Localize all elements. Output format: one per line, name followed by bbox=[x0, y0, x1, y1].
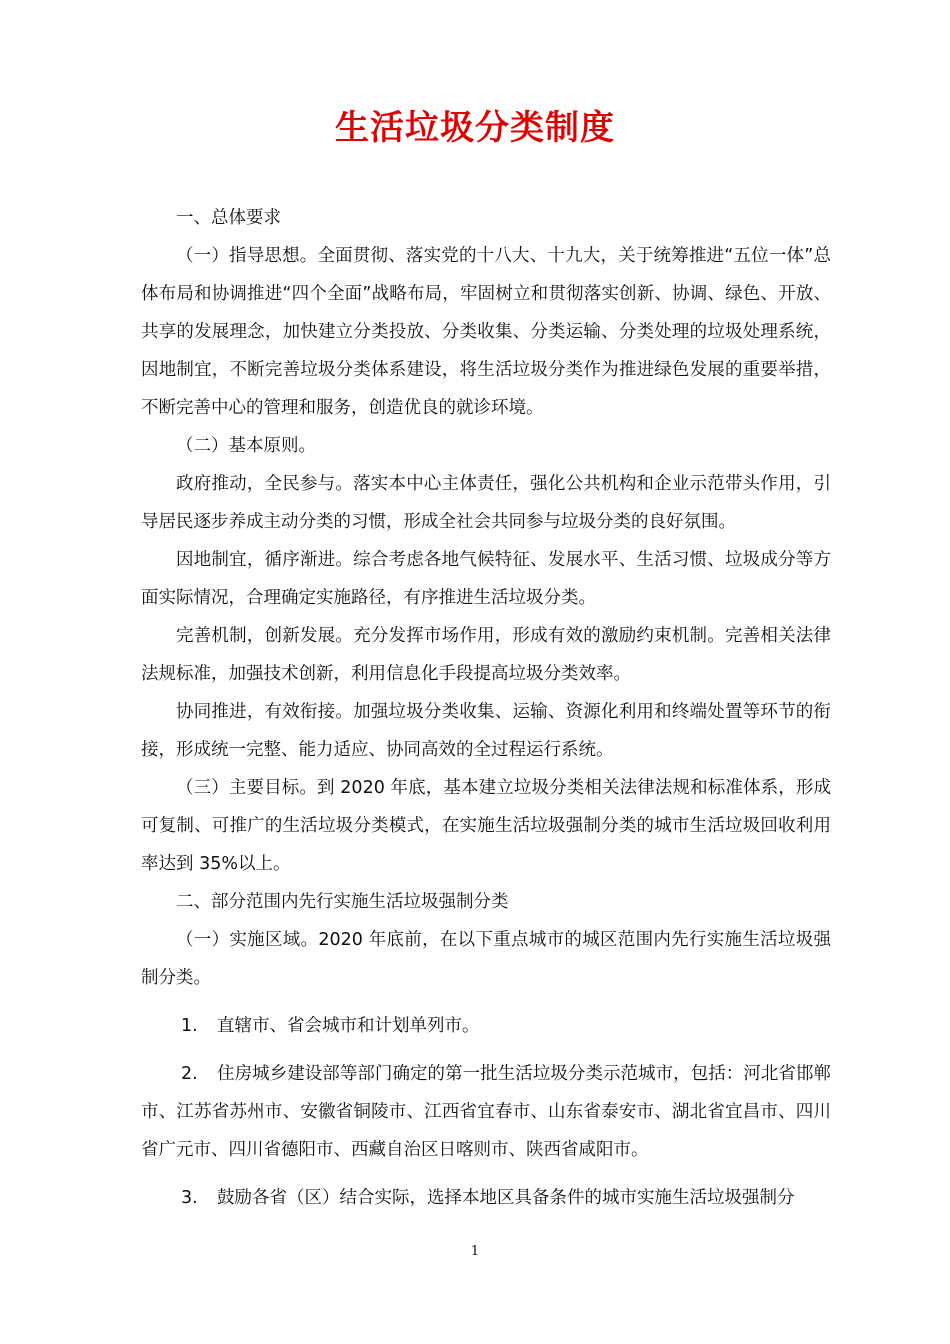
page-number: 1 bbox=[470, 1244, 480, 1259]
paragraph-principle-local: 因地制宜，循序渐进。综合考虑各地气候特征、发展水平、生活习惯、垃圾成分等方面实际情况，合理确定实施路径，有序推进生活垃圾分类。 bbox=[141, 550, 831, 608]
list-item-number: 2. bbox=[181, 1064, 198, 1084]
list-item bbox=[141, 1055, 831, 1169]
list-item-text: 直辖市、省会城市和计划单列市。 bbox=[217, 1016, 480, 1036]
list-item-number: 1. bbox=[181, 1016, 198, 1036]
paragraph-principle-government: 政府推动，全民参与。落实本中心主体责任，强化公共机构和企业示范带头作用，引导居民逐步养成主动分类的习惯，形成全社会共同参与垃圾分类的良好氛围。 bbox=[141, 474, 831, 532]
section-heading-2: 二、部分范围内先行实施生活垃圾强制分类 bbox=[176, 892, 509, 912]
list-item-text: 住房城乡建设部等部门确定的第一批生活垃圾分类示范城市，包括：河北省邯郸市、江苏省苏州市、安徽省铜陵市、江西省宜春市、山东省泰安市、湖北省宜昌市、四川省广元市、四川省德阳市、西藏自治区日喀则市、陕西省咸阳市。 bbox=[141, 1064, 831, 1160]
list-item-text: 鼓励各省（区）结合实际，选择本地区具备条件的城市实施生活垃圾强制分 bbox=[217, 1188, 795, 1208]
paragraph-implementation-area: （一）实施区域。2020 年底前，在以下重点城市的城区范围内先行实施生活垃圾强制分类。 bbox=[141, 930, 831, 988]
paragraph-main-goals: （三）主要目标。到 2020 年底，基本建立垃圾分类相关法律法规和标准体系，形成可复制、可推广的生活垃圾分类模式，在实施生活垃圾强制分类的城市生活垃圾回收利用率达到 35%以上。 bbox=[141, 778, 831, 874]
list-item-number: 3. bbox=[181, 1188, 198, 1208]
document-body bbox=[141, 199, 831, 1217]
paragraph-basic-principles-heading: （二）基本原则。 bbox=[176, 436, 316, 456]
document-title: 生活垃圾分类制度 bbox=[335, 108, 615, 148]
section-heading-1: 一、总体要求 bbox=[176, 208, 281, 228]
list-item bbox=[141, 1179, 831, 1217]
paragraph-principle-coordination: 协同推进，有效衔接。加强垃圾分类收集、运输、资源化利用和终端处置等环节的衔接，形成统一完整、能力适应、协同高效的全过程运行系统。 bbox=[141, 702, 831, 760]
paragraph-guiding-ideology: （一）指导思想。全面贯彻、落实党的十八大、十九大，关于统筹推进“五位一体”总体布局和协调推进“四个全面”战略布局，牢固树立和贯彻落实创新、协调、绿色、开放、共享的发展理念，加快建立分类投放、分类收集、分类运输、分类处理的垃圾处理系统，因地制宜，不断完善垃圾分类体系建设，将生活垃圾分类作为推进绿色发展的重要举措，不断完善中心的管理和服务，创造优良的就诊环境。 bbox=[141, 246, 831, 418]
paragraph-principle-mechanism: 完善机制，创新发展。充分发挥市场作用，形成有效的激励约束机制。完善相关法律法规标准，加强技术创新，利用信息化手段提高垃圾分类效率。 bbox=[141, 626, 831, 684]
list-item bbox=[141, 1007, 831, 1045]
